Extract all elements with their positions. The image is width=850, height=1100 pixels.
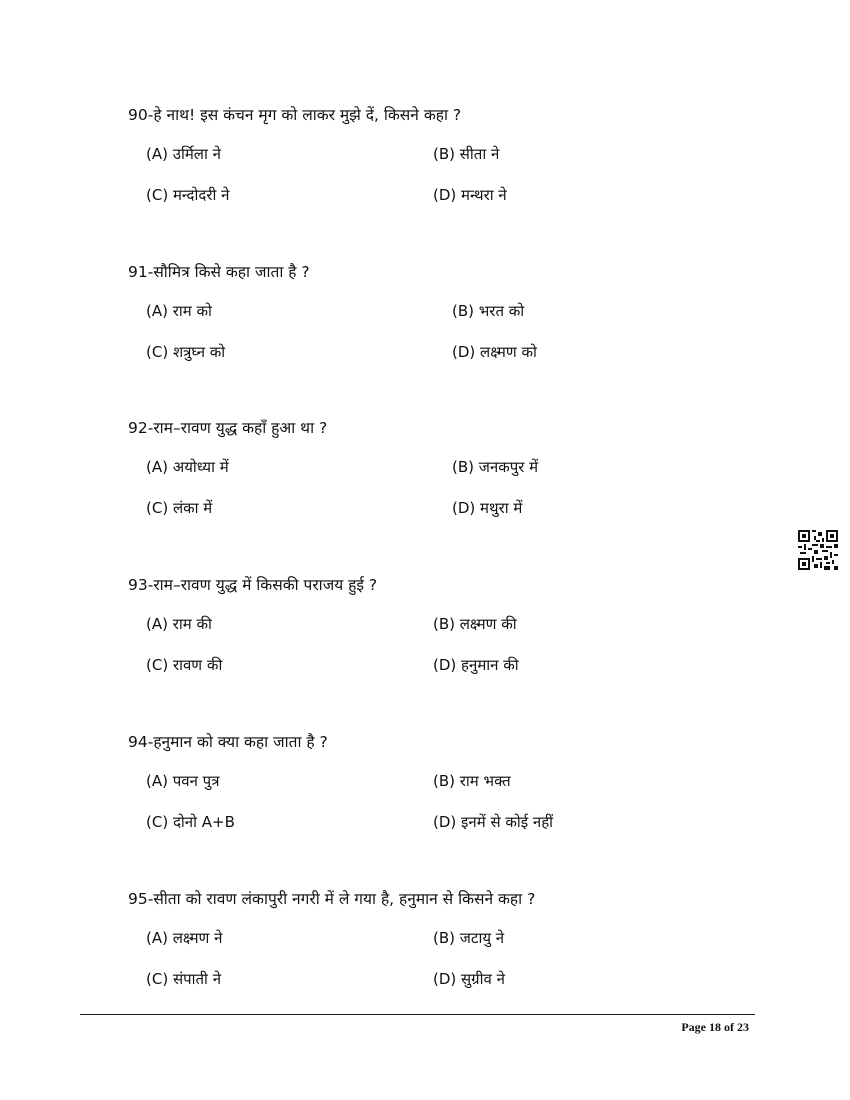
option-b: (B) लक्ष्मण की bbox=[433, 615, 517, 633]
option-a: (A) राम को bbox=[146, 302, 212, 320]
option-b: (B) जटायु ने bbox=[433, 929, 505, 947]
option-d: (D) लक्ष्मण को bbox=[452, 343, 537, 361]
option-b: (B) राम भक्त bbox=[433, 772, 511, 790]
option-b: (B) सीता ने bbox=[433, 145, 500, 163]
question-text: 93-राम–रावण युद्ध में किसकी पराजय हुई ? bbox=[128, 576, 378, 594]
option-c: (C) संपाती ने bbox=[146, 970, 222, 988]
footer-divider bbox=[80, 1014, 755, 1015]
option-a: (A) लक्ष्मण ने bbox=[146, 929, 223, 947]
option-a: (A) राम की bbox=[146, 615, 212, 633]
option-d: (D) सुग्रीव ने bbox=[433, 970, 505, 988]
option-d: (D) इनमें से कोई नहीं bbox=[433, 813, 554, 831]
option-c: (C) मन्दोदरी ने bbox=[146, 186, 230, 204]
question-text: 94-हनुमान को क्या कहा जाता है ? bbox=[128, 733, 328, 751]
option-c: (C) शत्रुघ्न को bbox=[146, 343, 226, 361]
option-d: (D) मथुरा में bbox=[452, 499, 523, 517]
option-d: (D) मन्थरा ने bbox=[433, 186, 507, 204]
question-text: 90-हे नाथ! इस कंचन मृग को लाकर मुझे दें, किसने कहा ? bbox=[128, 106, 462, 124]
question-text: 92-राम–रावण युद्ध कहाँ हुआ था ? bbox=[128, 419, 328, 437]
question-text: 95-सीता को रावण लंकापुरी नगरी में ले गया है, हनुमान से किसने कहा ? bbox=[128, 890, 536, 908]
option-b: (B) भरत को bbox=[452, 302, 525, 320]
qr-code-icon bbox=[798, 530, 838, 570]
option-a: (A) पवन पुत्र bbox=[146, 772, 220, 790]
option-c: (C) लंका में bbox=[146, 499, 213, 517]
option-b: (B) जनकपुर में bbox=[452, 458, 539, 476]
option-a: (A) अयोध्या में bbox=[146, 458, 229, 476]
option-d: (D) हनुमान की bbox=[433, 656, 519, 674]
page-number: Page 18 of 23 bbox=[681, 1020, 749, 1034]
option-c: (C) रावण की bbox=[146, 656, 223, 674]
option-a: (A) उर्मिला ने bbox=[146, 145, 221, 163]
option-c: (C) दोनो A+B bbox=[146, 813, 235, 831]
question-text: 91-सौमित्र किसे कहा जाता है ? bbox=[128, 263, 310, 281]
